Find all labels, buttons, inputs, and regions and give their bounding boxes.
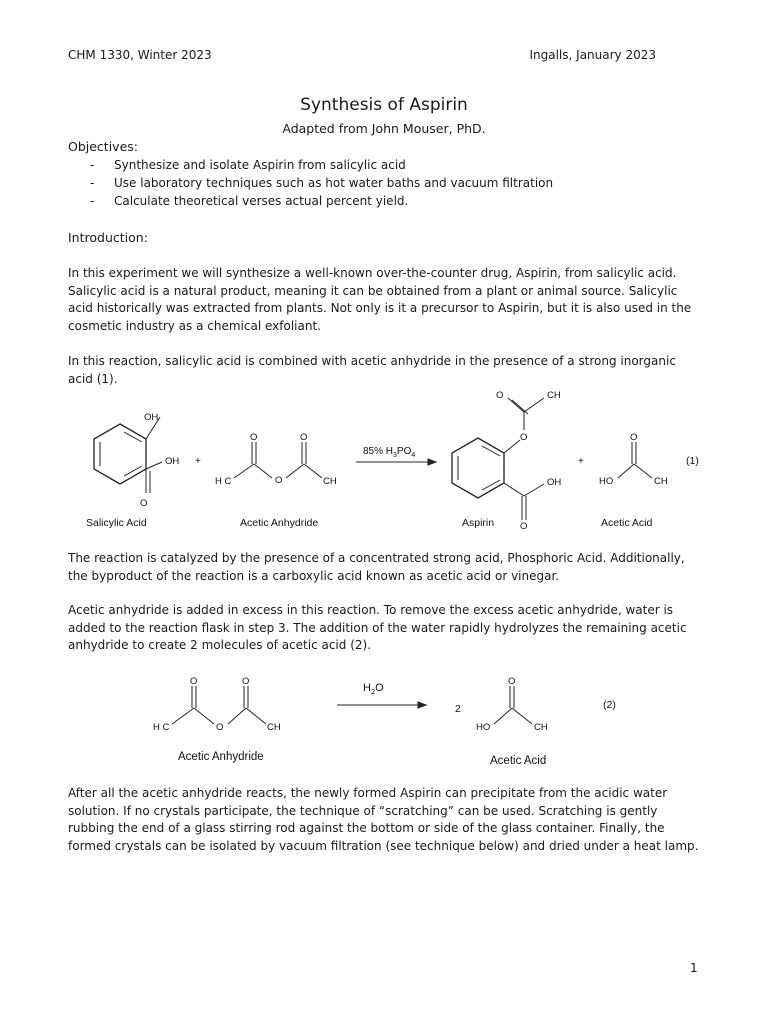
plus-sign-1: + xyxy=(195,456,201,467)
reaction-scheme-1 xyxy=(0,380,768,535)
acetic-acid2-o: O xyxy=(508,676,516,687)
aspirin-ch: CH xyxy=(547,390,561,401)
anhydride2-ch: CH xyxy=(267,722,281,733)
acetic-acid-structure-2 xyxy=(476,676,548,733)
acetic-anhydride-structure-1 xyxy=(215,432,337,487)
catalyst-label: 85% $H_3PO_4$ xyxy=(363,446,416,459)
caption-aspirin: Aspirin xyxy=(462,517,495,529)
header-course: CHM 1330, Winter 2023 xyxy=(68,48,212,62)
paragraph-catalyst: The reaction is catalyzed by the presence of a concentrated strong acid, Phosphoric Acid. Additionally, the byproduct of the reaction is a carboxylic acid known as acetic acid or vinegar. xyxy=(68,551,685,583)
caption-acetic-anhydride-2: Acetic Anhydride xyxy=(178,751,264,763)
anhydride-ch: CH xyxy=(323,476,337,487)
objectives-list xyxy=(88,156,553,210)
caption-acetic-acid-2: Acetic Acid xyxy=(490,755,547,767)
anhydride2-o-1: O xyxy=(190,676,198,687)
anhydride-o-2: O xyxy=(300,432,308,443)
caption-acetic-acid: Acetic Acid xyxy=(601,517,653,529)
paragraph-excess: Acetic anhydride is added in excess in this reaction. To remove the excess acetic anhydride, water is added to the reaction flask in step 3. The addition of the water rapidly hydrolyzes the remaining acetic anhydride to create 2 molecules of acetic acid (2). xyxy=(68,603,687,652)
reaction-scheme-2 xyxy=(0,670,768,775)
paragraph-intro: In this experiment we will synthesize a well-known over-the-counter drug, Aspirin, from salicylic acid. Salicylic acid is a natural product, meaning it can be obtained from a plant or animal source. Salicylic acid historically was extracted from plants. Not only is it a precursor to Aspirin, but it is also used in the cosmetic industry as a chemical exfoliant. xyxy=(68,266,692,333)
reaction-number-2: (2) xyxy=(603,699,616,711)
coefficient-2: 2 xyxy=(455,703,461,715)
reaction-number-1: (1) xyxy=(686,455,699,467)
acetic-acid-structure-1 xyxy=(599,432,668,487)
anhydride-o-bridge: O xyxy=(275,475,283,486)
anhydride2-hc: H C xyxy=(153,722,170,733)
salicylic-oh-acid: OH xyxy=(165,456,180,467)
objective-item: - Calculate theoretical verses actual percent yield. xyxy=(88,192,553,210)
anhydride-hc: H C xyxy=(215,476,232,487)
page-title: Synthesis of Aspirin xyxy=(300,95,468,115)
paragraph-reaction: In this reaction, salicylic acid is combined with acetic anhydride in the presence of a strong inorganic acid (1). xyxy=(68,354,676,386)
anhydride-o-1: O xyxy=(250,432,258,443)
page-number: 1 xyxy=(690,961,698,975)
acetic-acid-ch: CH xyxy=(654,476,668,487)
aspirin-o-ester: O xyxy=(520,432,528,443)
salicylic-acid-structure xyxy=(94,412,179,509)
caption-salicylic-acid: Salicylic Acid xyxy=(86,517,147,529)
aspirin-oh: OH xyxy=(547,477,562,488)
water-label: $H_2O$ xyxy=(363,682,384,696)
objective-item: - Synthesize and isolate Aspirin from salicylic acid xyxy=(88,156,553,174)
plus-sign-2: + xyxy=(578,456,584,467)
salicylic-o-carbonyl: O xyxy=(140,498,148,509)
aspirin-o-carbonyl: O xyxy=(496,390,504,401)
introduction-label: Introduction: xyxy=(68,230,148,245)
aspirin-o-acid: O xyxy=(520,521,528,532)
anhydride2-o-bridge: O xyxy=(216,722,224,733)
acetic-acid-o: O xyxy=(630,432,638,443)
acetic-acid2-ho: HO xyxy=(476,722,491,733)
caption-acetic-anhydride: Acetic Anhydride xyxy=(240,517,319,529)
paragraph-crystallization: After all the acetic anhydride reacts, the newly formed Aspirin can precipitate from the acidic water solution. If no crystals participate, the technique of “scratching” can be used. Scratching is gently rubbing the end of a glass stirring rod against the bottom or side of the glass container. Finally, the formed crystals can be isolated by vacuum filtration (see technique below) and dried under a heat lamp. xyxy=(68,786,699,853)
anhydride2-o-2: O xyxy=(242,676,250,687)
salicylic-oh-top: OH xyxy=(144,412,159,423)
acetic-acid2-ch: CH xyxy=(534,722,548,733)
page-subtitle: Adapted from John Mouser, PhD. xyxy=(282,121,486,136)
objectives-label: Objectives: xyxy=(68,139,138,154)
header-author-date: Ingalls, January 2023 xyxy=(529,48,656,62)
objective-item: - Use laboratory techniques such as hot water baths and vacuum filtration xyxy=(88,174,553,192)
acetic-anhydride-structure-2 xyxy=(153,676,281,733)
aspirin-structure xyxy=(452,390,561,532)
acetic-acid-ho: HO xyxy=(599,476,614,487)
